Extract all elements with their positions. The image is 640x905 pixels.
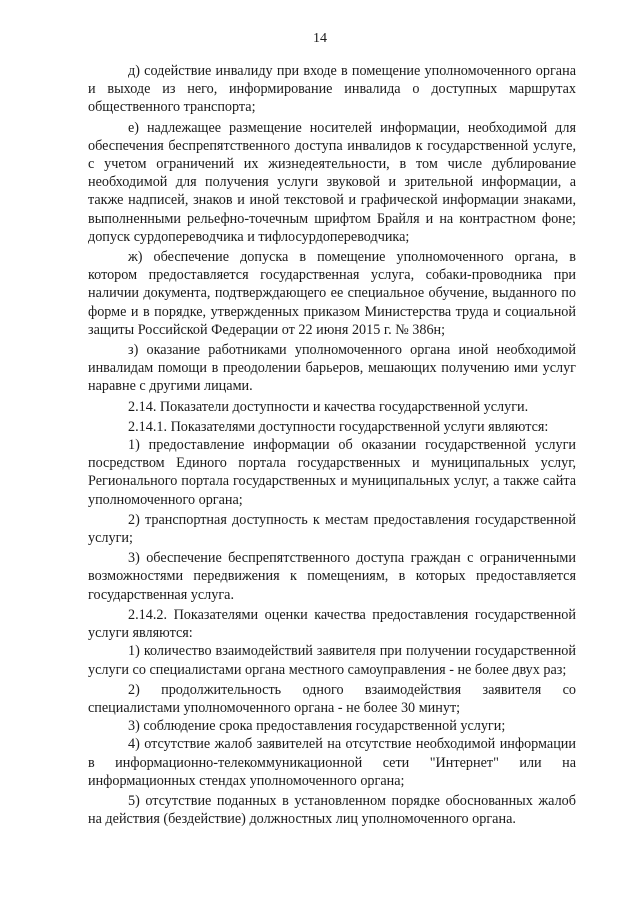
section-2-14-2-heading: 2.14.2. Показателями оценки качества предоставления государственной услуги являются: xyxy=(88,606,576,642)
section-2-14-heading: 2.14. Показатели доступности и качества государственной услуги. xyxy=(128,398,529,415)
accessibility-item-1: 1) предоставление информации об оказании государственной услуги посредством Единого портала государственных и муниципальных услуг, Регионального портала государственных и муниципальных услуг, а также сайта уполномоченного органа; xyxy=(88,437,576,508)
paragraph-zh: ж) обеспечение допуска в помещение уполномоченного органа, в котором предоставляется государственная услуга, собаки-проводника при наличии документа, подтверждающего ее специальное обучение, выданного по форме и в порядке, утвержденных приказом Министерства труда и социальной защиты Российской Федерации от 22 июня 2015 г. № 386н; xyxy=(88,249,576,338)
quality-item-5: 5) отсутствие поданных в установленном порядке обоснованных жалоб на действия (бездействие) должностных лиц уполномоченного органа. xyxy=(88,792,576,828)
paragraph-e: е) надлежащее размещение носителей информации, необходимой для обеспечения беспрепятственного доступа инвалидов к государственной услуге, с учетом ограничений их жизнедеятельности, в том числе дублирование необходимой для получения услуги звуковой и зрительной информации, а также надписей, знаков и иной текстовой и графической информации знаками, выполненными рельефно-точечным шрифтом Брайля и на контрастном фоне; допуск сурдопереводчика и тифлосурдопереводчика; xyxy=(88,119,576,245)
page-number: 14 xyxy=(313,31,327,46)
quality-item-3: 3) соблюдение срока предоставления государственной услуги; xyxy=(128,718,506,735)
document-body xyxy=(88,62,576,828)
paragraph-d: д) содействие инвалиду при входе в помещение уполномоченного органа и выходе из него, информирование инвалида о доступных маршрутах общественного транспорта; xyxy=(88,63,576,116)
section-2-14-1-heading: 2.14.1. Показателями доступности государственной услуги являются: xyxy=(128,418,549,435)
paragraph-z: з) оказание работниками уполномоченного органа иной необходимой инвалидам помощи в преодолении барьеров, мешающих получению ими услуг наравне с другими лицами. xyxy=(88,342,576,395)
accessibility-item-3: 3) обеспечение беспрепятственного доступа граждан с ограниченными возможностями передвижения к помещениям, в которых предоставляется государственная услуга. xyxy=(88,550,576,603)
quality-item-1: 1) количество взаимодействий заявителя при получении государственной услуги со специалистами органа местного самоуправления - не более двух раз; xyxy=(88,643,576,678)
quality-item-4: 4) отсутствие жалоб заявителей на отсутствие необходимой информации в информационно-телекоммуникационной сети "Интернет" или на информационных стендах уполномоченного органа; xyxy=(88,736,576,789)
accessibility-item-2: 2) транспортная доступность к местам предоставления государственной услуги; xyxy=(88,511,576,547)
quality-item-2: 2) продолжительность одного взаимодействия заявителя со специалистами уполномоченного органа - не более 30 минут; xyxy=(88,681,576,716)
